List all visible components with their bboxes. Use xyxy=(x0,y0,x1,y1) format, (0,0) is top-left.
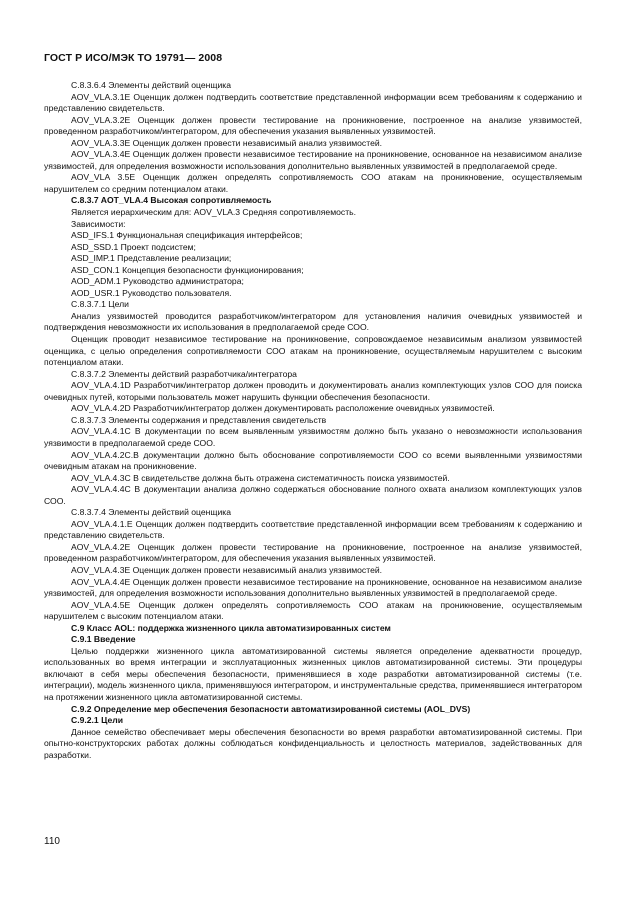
paragraph: AOV_VLA.4.1D Разработчик/интегратор должен проводить и документировать анализ комплектующих узлов СОО для поиска очевидных путей, которыми пользователь может нарушить функции обеспечения безопасности. xyxy=(44,380,582,402)
paragraph: AOV_VLA.4.2C.B документации должно быть обоснование сопротивляемости СОО со всеми выявленными уязвимостями очевидным атакам на проникновение. xyxy=(44,449,582,472)
paragraph: AOV_VLA.4.2E Оценщик должен провести тестирование на проникновение, построенное на анализе уязвимостей, проведенном разработчиком/интегратором, для обеспечения указания выявленных уязвимостей. xyxy=(44,541,582,564)
paragraph: C.8.3.6.4 Элементы действий оценщика xyxy=(71,80,231,90)
paragraph: AOV_VLA.4.1C В документации по всем выявленным уязвимостям должно быть указано о невозможности использования уязвимости в предполагаемой среде СОО. xyxy=(44,426,582,448)
paragraph: AOV_VLA.4.3C В свидетельстве должна быть отражена систематичность поиска уязвимостей. xyxy=(71,472,450,483)
paragraph: AOV_VLA.3.4E Оценщик должен провести независимое тестирование на проникновение, основанное на независимом анализе уязвимостей, для определения возможности использования дополнительно выявленных уязвимостей в предполагаемой среде. xyxy=(44,149,582,171)
paragraph: Оценщик проводит независимое тестирование на проникновение, сопровождаемое независимым анализом уязвимостей оценщика, с целью определения сопротивляемости СОО атакам на проникновение, осуществляемым нарушителем с высоким потенциалом атаки. xyxy=(44,334,582,368)
paragraph: AOV_VLA.4.3E Оценщик должен провести независимый анализ уязвимостей. xyxy=(71,564,383,575)
paragraph: ASD_SSD.1 Проект подсистем; xyxy=(71,241,196,252)
page-number: 110 xyxy=(44,836,60,847)
paragraph: C.8.3.7.2 Элементы действий разработчика/интегратора xyxy=(71,368,297,379)
paragraph: C.8.3.7.1 Цели xyxy=(71,299,129,310)
page-header: ГОСТ Р ИСО/МЭК ТО 19791— 2008 xyxy=(44,52,223,64)
paragraph: AOD_ADM.1 Руководство администратора; xyxy=(71,276,244,287)
paragraph: Зависимости: xyxy=(71,218,126,229)
paragraph: Данное семейство обеспечивает меры обеспечения безопасности во время разработки автоматизированной системы. При опытно-конструкторских работах должны соблюдаться конфиденциальность и целостность материалов, задействованных для разработки. xyxy=(44,726,582,760)
paragraph: Целью поддержки жизненного цикла автоматизированной системы является определение адекватности процедур, использованных во время интеграции и эксплуатационных жизненных циклов автоматизированной системы. Эти процедуры включают в себя меры обеспечения безопасности, применявшиеся в ходе разработки автоматизированной системы (т.е. интеграции), модель жизненного цикла, применявшуюся интегратором, и инструментальные средства, применявшиеся интегратором на протяжении жизненного цикла автоматизированной системы. xyxy=(44,645,582,702)
section-heading: C.8.3.7 AOT_VLA.4 Высокая сопротивляемость xyxy=(71,195,272,206)
paragraph: AOD_USR.1 Руководство пользователя. xyxy=(71,287,232,298)
paragraph: AOV_VLA.4.2D Разработчик/интегратор должен документировать расположение очевидных уязвимостей. xyxy=(71,403,495,414)
section-heading: С.9.1 Введение xyxy=(71,634,136,645)
paragraph: ASD_CON.1 Концепция безопасности функционирования; xyxy=(71,264,304,275)
paragraph: AOV_VLA 3.5E Оценщик должен определять сопротивляемость СОО атакам на проникновение, осуществляемым нарушителем со средним потенциалом атаки. xyxy=(44,172,582,194)
paragraph: ASD_IMP.1 Представление реализации; xyxy=(71,253,232,264)
paragraph: C.8.3.7.4 Элементы действий оценщика xyxy=(71,507,231,518)
section-heading: С.9.2.1 Цели xyxy=(71,715,123,726)
section-heading: С.9 Класс AOL: поддержка жизненного цикла автоматизированных систем xyxy=(71,622,391,633)
paragraph: AOV_VLA.3.2E Оценщик должен провести тестирование на проникновение, построенное на анализе уязвимостей, проведенном разработчиком/интегратором, для обеспечения указания выявленных уязвимостей. xyxy=(44,114,582,137)
paragraph: AOV_VLA.3.1E Оценщик должен подтвердить соответствие представленной информации всем требованиям к содержанию и представлению свидетельств. xyxy=(44,91,582,114)
paragraph: Анализ уязвимостей проводится разработчиком/интегратором для установления наличия очевидных уязвимостей и подтверждения невозможности их использования в предполагаемой среде СОО. xyxy=(44,310,582,333)
paragraph: AOV_VLA.4.4C В документации анализа должно содержаться обоснование полного охвата анализом комплектующих узлов СОО. xyxy=(44,484,582,506)
paragraph: ASD_IFS.1 Функциональная спецификация интерфейсов; xyxy=(71,230,303,241)
paragraph: Является иерархическим для: AOV_VLA.3 Средняя сопротивляемость. xyxy=(71,207,356,218)
paragraph: C.8.3.7.3 Элементы содержания и представления свидетельств xyxy=(71,414,327,425)
document-body xyxy=(44,80,582,761)
paragraph: AOV_VLA.3.3E Оценщик должен провести независимый анализ уязвимостей. xyxy=(71,137,383,148)
paragraph: AOV_VLA.4.4E Оценщик должен провести независимое тестирование на проникновение, основанное на независимом анализе уязвимостей, для определения возможности использования дополнительно выявленных уязвимостей в предполагаемой среде. xyxy=(44,576,582,599)
paragraph: AOV_VLA.4.5E Оценщик должен определять сопротивляемость СОО атакам на проникновение, осуществляемым нарушителем с высоким потенциалом атаки. xyxy=(44,599,582,622)
paragraph: AOV_VLA.4.1.E Оценщик должен подтвердить соответствие представленной информации всем требованиям к содержанию и представлению свидетельств. xyxy=(44,518,582,541)
section-heading: С.9.2 Определение мер обеспечения безопасности автоматизированной системы (AOL_DVS) xyxy=(71,703,471,714)
